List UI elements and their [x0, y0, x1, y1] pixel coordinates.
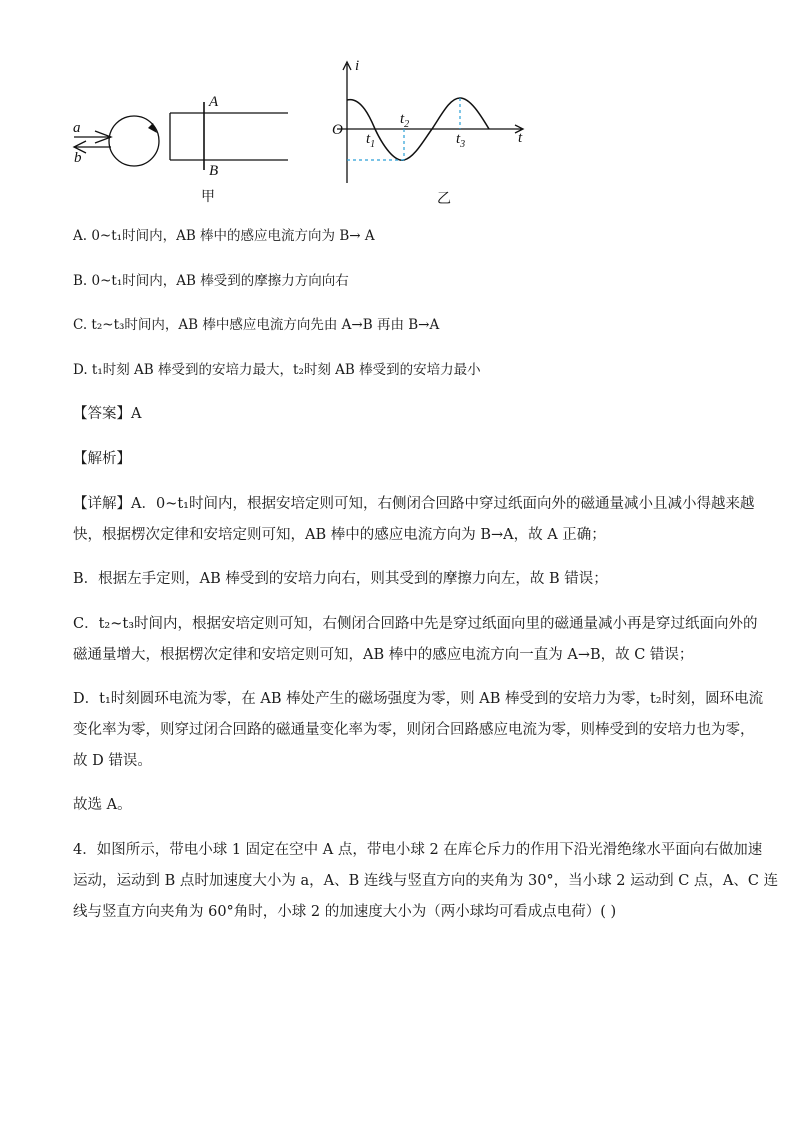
label-a: a	[73, 120, 81, 136]
detail-line-3: B．根据左手定则，AB 棒受到的安培力向右，则其受到的摩擦力向左，故 B 错误；	[73, 571, 608, 587]
detail-line-4: C．t₂~t₃时间内，根据安培定则可知，右侧闭合回路中先是穿过纸面向里的磁通量减小再是穿过纸面向外的	[73, 616, 758, 632]
option-d: D. t₁时刻 AB 棒受到的安培力最大，t₂时刻 AB 棒受到的安培力最小	[73, 362, 481, 378]
label-B: B	[209, 163, 219, 179]
explanation-header: 【解析】	[73, 451, 131, 467]
option-b: B. 0~t₁时间内，AB 棒受到的摩擦力方向向右	[73, 273, 349, 289]
detail-line-2: 快，根据楞次定律和安培定则可知，AB 棒中的感应电流方向为 B→A，故 A 正确；	[73, 527, 606, 543]
label-i-axis: i	[355, 58, 360, 74]
figure-area	[0, 0, 794, 215]
caption-yi: 乙	[437, 191, 451, 207]
figure-yi-graph	[337, 62, 523, 183]
question4-line-2: 运动，运动到 B 点时加速度大小为 a，A、B 连线与竖直方向的夹角为 30°，当小球 2 运动到 C 点，A、C 连	[73, 873, 779, 889]
label-t3: $t_3$	[456, 131, 466, 150]
detail-line-8: 故 D 错误。	[73, 753, 152, 769]
question4-line-1: 4．如图所示，带电小球 1 固定在空中 A 点，带电小球 2 在库仑斥力的作用下沿光滑绝缘水平面向右做加速	[73, 842, 763, 858]
caption-jia: 甲	[201, 189, 215, 205]
current-loop	[109, 116, 159, 166]
option-c: C. t₂~t₃时间内，AB 棒中感应电流方向先由 A→B 再由 B→A	[73, 317, 440, 333]
label-origin: O	[332, 122, 343, 138]
detail-line-5: 磁通量增大，根据楞次定律和安培定则可知，AB 棒中的感应电流方向一直为 A→B，故 C 错误；	[73, 647, 694, 663]
figure-jia-diagram	[74, 102, 288, 170]
label-t2: $t_2$	[400, 111, 410, 130]
label-A: A	[209, 94, 219, 110]
detail-line-7: 变化率为零，则穿过闭合回路的磁通量变化率为零，则闭合回路感应电流为零，则棒受到的安培力也为零，	[73, 722, 755, 738]
label-t1: $t_1$	[366, 131, 376, 150]
question4-line-3: 线与竖直方向夹角为 60°角时，小球 2 的加速度大小为（两小球均可看成点电荷）( )	[73, 904, 617, 920]
conclusion-line: 故选 A。	[73, 797, 132, 813]
label-b: b	[74, 150, 82, 166]
answer-line: 【答案】A	[73, 406, 142, 422]
option-a: A. 0~t₁时间内，AB 棒中的感应电流方向为 B→ A	[73, 228, 375, 244]
detail-line-6: D．t₁时刻圆环电流为零，在 AB 棒处产生的磁场强度为零，则 AB 棒受到的安培力为零，t₂时刻，圆环电流	[73, 691, 764, 707]
detail-line-1: 【详解】A．0~t₁时间内，根据安培定则可知，右侧闭合回路中穿过纸面向外的磁通量减小且减小得越来越	[73, 496, 755, 512]
label-t-axis: t	[518, 130, 523, 146]
figures-svg	[0, 0, 794, 215]
